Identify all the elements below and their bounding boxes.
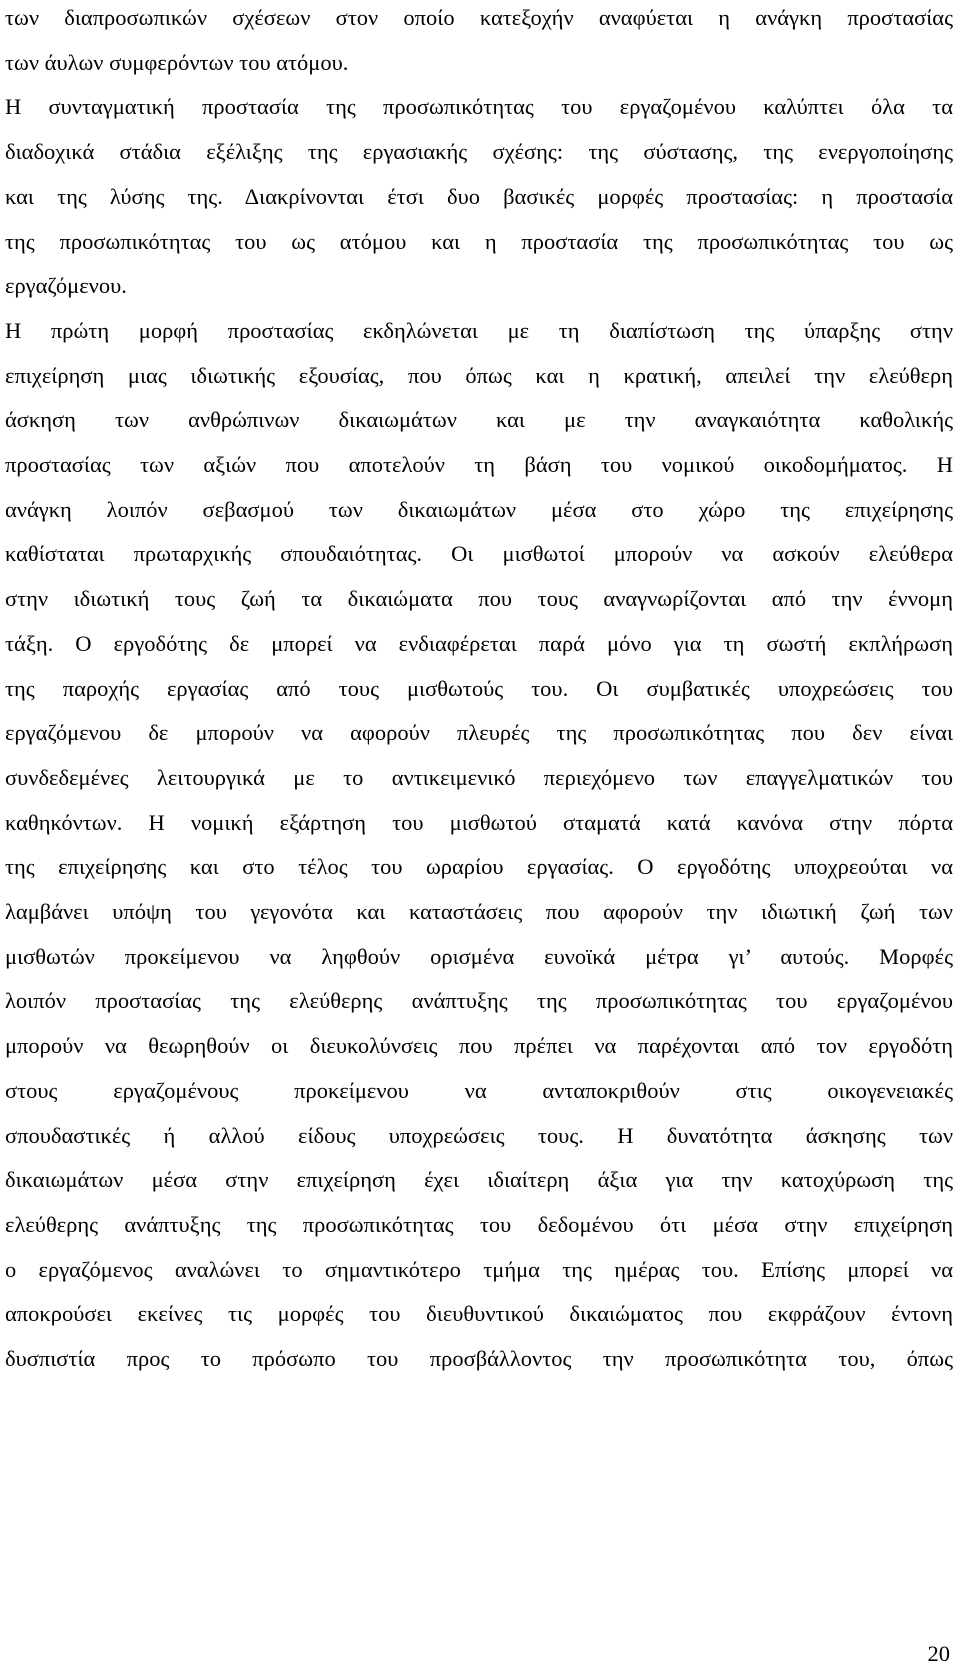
text-line: λαμβάνει υπόψη του γεγονότα και καταστάσεις που αφορούν την ιδιωτική ζωή των xyxy=(5,899,953,924)
text-line: και της λύσης της. Διακρίνονται έτσι δυο βασικές μορφές προστασίας: η προστασία xyxy=(5,183,953,209)
text-line: τάξη. Ο εργοδότης δε μπορεί να ενδιαφέρεται παρά μόνο για τη σωστή εκπλήρωση xyxy=(5,630,953,656)
text-line: συνδεδεμένες λειτουργικά με το αντικειμενικό περιεχόμενο των επαγγελματικών του xyxy=(5,764,953,790)
text-line: στους εργαζομένους προκείμενου να ανταποκριθούν στις οικογενειακές xyxy=(5,1077,953,1103)
text-line: εργαζόμενου δε μπορούν να αφορούν πλευρές της προσωπικότητας που δεν είναι xyxy=(5,720,953,746)
text-line: Η συνταγματική προστασία της προσωπικότητας του εργαζομένου καλύπτει όλα τα xyxy=(5,94,953,120)
text-line: ανάγκη λοιπόν σεβασμού των δικαιωμάτων μέσα στο χώρο της επιχείρησης xyxy=(5,496,953,522)
text-line: μπορούν να θεωρηθούν οι διευκολύνσεις που πρέπει να παρέχονται από τον εργοδότη xyxy=(5,1033,953,1059)
text-line: δικαιωμάτων μέσα στην επιχείρηση έχει ιδιαίτερη άξια για την κατοχύρωση της xyxy=(5,1167,953,1193)
text-line: άσκηση των ανθρώπινων δικαιωμάτων και με την αναγκαιότητα καθολικής xyxy=(5,407,953,433)
text-line: ελεύθερης ανάπτυξης της προσωπικότητας του δεδομένου ότι μέσα στην επιχείρηση xyxy=(5,1211,953,1237)
text-line: λοιπόν προστασίας της ελεύθερης ανάπτυξης της προσωπικότητας του εργαζομένου xyxy=(5,988,953,1014)
text-line: καθίσταται πρωταρχικής σπουδαιότητας. Οι μισθωτοί μπορούν να ασκούν ελεύθερα xyxy=(5,541,953,567)
text-line: καθηκόντων. Η νομική εξάρτηση του μισθωτού σταματά κατά κανόνα στην πόρτα xyxy=(5,809,953,835)
text-line: στην ιδιωτική τους ζωή τα δικαιώματα που τους αναγνωρίζονται από την έννομη xyxy=(5,586,953,612)
text-line: δυσπιστία προς το πρόσωπο του προσβάλλοντος την προσωπικότητα του, όπως xyxy=(5,1346,953,1371)
text-line: ο εργαζόμενος αναλώνει το σημαντικότερο τμήμα της ημέρας του. Επίσης μπορεί να xyxy=(5,1256,953,1282)
text-line: εργαζόμενου. xyxy=(5,273,127,299)
text-line: των άυλων συμφερόντων του ατόμου. xyxy=(5,49,349,75)
text-line: μισθωτών προκείμενου να ληφθούν ορισμένα ευνοϊκά μέτρα γι’ αυτούς. Μορφές xyxy=(5,943,953,969)
text-line: της προσωπικότητας του ως ατόμου και η προστασία της προσωπικότητας του ως xyxy=(5,228,953,254)
page-number: 20 xyxy=(927,1641,950,1666)
text-line: διαδοχικά στάδια εξέλιξης της εργασιακής σχέσης: της σύστασης, της ενεργοποίησης xyxy=(5,139,953,165)
text-line: προστασίας των αξιών που αποτελούν τη βάση του νομικού οικοδομήματος. Η xyxy=(5,452,953,477)
text-line: επιχείρηση μιας ιδιωτικής εξουσίας, που όπως και η κρατική, απειλεί την ελεύθερη xyxy=(5,362,953,388)
text-line: Η πρώτη μορφή προστασίας εκδηλώνεται με τη διαπίστωση της ύπαρξης στην xyxy=(5,317,953,343)
text-line: των διαπροσωπικών σχέσεων στον οποίο κατεξοχήν αναφύεται η ανάγκη προστασίας xyxy=(5,5,953,30)
text-line: της παροχής εργασίας από τους μισθωτούς του. Οι συμβατικές υποχρεώσεις του xyxy=(5,675,953,701)
text-line: της επιχείρησης και στο τέλος του ωραρίου εργασίας. Ο εργοδότης υποχρεούται να xyxy=(5,854,953,880)
text-line: σπουδαστικές ή αλλού είδους υποχρεώσεις τους. Η δυνατότητα άσκησης των xyxy=(5,1122,953,1148)
text-line: αποκρούσει εκείνες τις μορφές του διευθυντικού δικαιώματος που εκφράζουν έντονη xyxy=(5,1301,953,1327)
